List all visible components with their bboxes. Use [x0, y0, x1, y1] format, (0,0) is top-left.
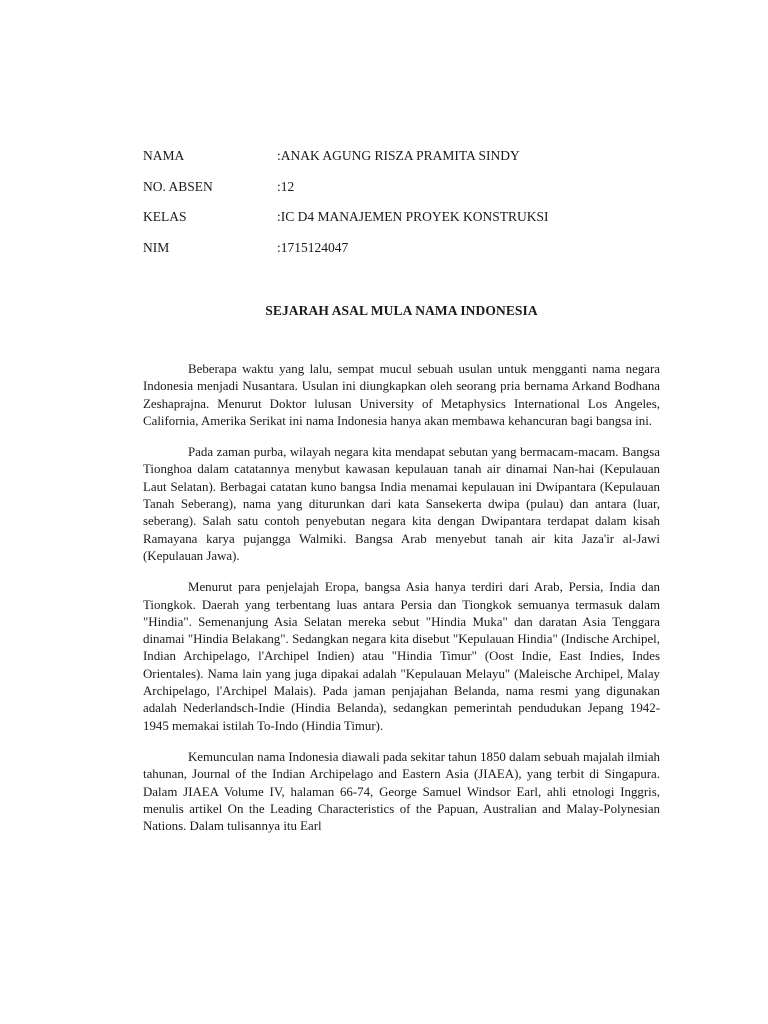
identity-label: NIM	[143, 239, 170, 255]
identity-label: NO. ABSEN	[143, 178, 213, 194]
identity-separator: :	[277, 209, 281, 224]
identity-value: ANAK AGUNG RISZA PRAMITA SINDY	[280, 148, 520, 163]
identity-row-no-absen	[143, 177, 663, 208]
identity-value: 12	[280, 178, 295, 194]
identity-label: KELAS	[143, 209, 187, 224]
identity-value: 1715124047	[280, 239, 349, 255]
paragraph: Menurut para penjelajah Eropa, bangsa Asia hanya terdiri dari Arab, Persia, India dan Tiongkok. Daerah yang terbentang luas antara Persia dan Tiongkok semuanya termasuk dalam "Hindia". Semenanjung Asia Selatan mereka sebut "Hindia Muka" dan daratan Asia Tenggara dinamai "Hindia Belakang". Sedangkan negara kita disebut "Kepulauan Hindia" (Indische Archipel, Indian Archipelago, l'Archipel Indien) atau "Hindia Timur" (Oost Indie, East Indies, Indes Orientales). Nama lain yang juga dipakai adalah "Kepulauan Melayu" (Maleische Archipel, Malay Archipelago, l'Archipel Malais). Pada jaman penjajahan Belanda, nama resmi yang digunakan adalah Nederlandsch-Indie (Hindia Belanda), sedangkan pemerintah pendudukan Jepang 1942-1945 memakai istilah To-Indo (Hindia Timur).	[143, 580, 660, 733]
paragraph: Beberapa waktu yang lalu, sempat mucul sebuah usulan untuk mengganti nama negara Indonesia menjadi Nusantara. Usulan ini diungkapkan oleh seorang pria bernama Arkand Bodhana Zeshaprajna. Menurut Doktor lulusan University of Metaphysics International Los Angeles, California, Amerika Serikat ini nama Indonesia hanya akan membawa kehancuran bagi bangsa ini.	[143, 362, 660, 428]
document-title: SEJARAH ASAL MULA NAMA INDONESIA	[265, 303, 538, 318]
identity-row-kelas	[143, 207, 663, 238]
identity-row-nama	[143, 146, 663, 177]
identity-separator: :	[277, 178, 281, 194]
identity-separator: :	[277, 148, 281, 163]
paragraph: Pada zaman purba, wilayah negara kita mendapat sebutan yang bermacam-macam. Bangsa Tionghoa dalam catatannya menybut kawasan kepulauan tanah air dinamai Nan-hai (Kepulauan Laut Selatan). Berbagai catatan kuno bangsa India menamai kepulauan ini Dwipantara (Kepulauan Tanah Seberang), nama yang diturunkan dari kata Sansekerta dwipa (pulau) dan antara (luar, seberang). Salah satu contoh penyebutan negara kita dengan Dwipantara terdapat dalam kisah Ramayana karya pujangga Walmiki. Bangsa Arab menyebut tanah air kita Jaza'ir al-Jawi (Kepulauan Jawa).	[143, 445, 660, 563]
identity-label: NAMA	[143, 148, 185, 163]
identity-separator: :	[277, 239, 281, 255]
identity-row-nim	[143, 238, 663, 269]
student-identity-block	[143, 146, 663, 268]
paragraph: Kemunculan nama Indonesia diawali pada sekitar tahun 1850 dalam sebuah majalah ilmiah tahunan, Journal of the Indian Archipelago and Eastern Asia (JIAEA), yang terbit di Singapura. Dalam JIAEA Volume IV, halaman 66-74, George Samuel Windsor Earl, ahli etnologi Inggris, menulis artikel On the Leading Characteristics of the Papuan, Australian and Malay-Polynesian Nations. Dalam tulisannya itu Earl	[143, 749, 660, 834]
document-body	[143, 361, 660, 849]
identity-value: IC D4 MANAJEMEN PROYEK KONSTRUKSI	[280, 209, 549, 224]
